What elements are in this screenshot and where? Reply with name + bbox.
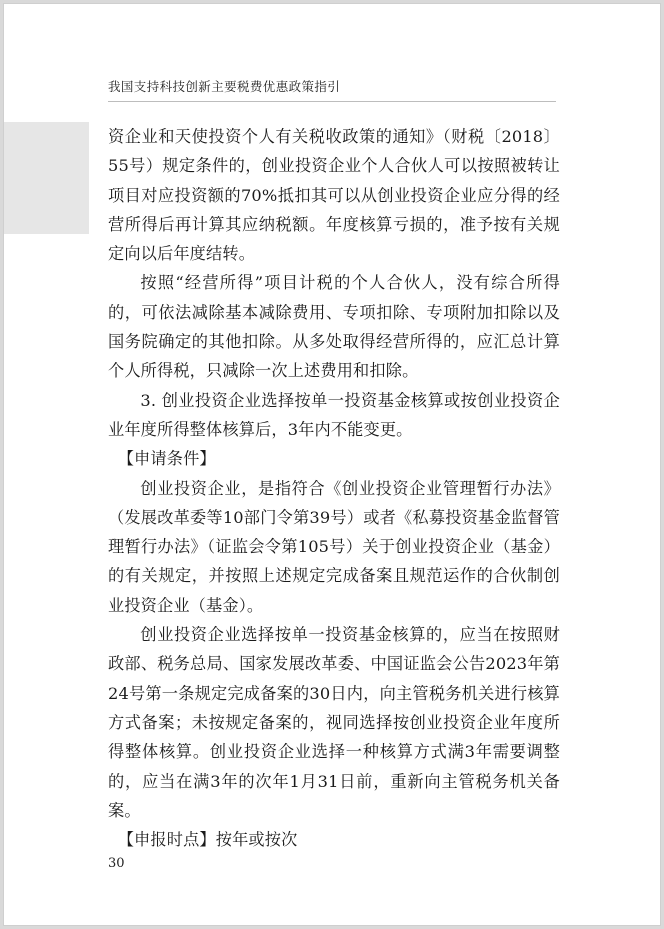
paragraph-item-3: 3. 创业投资企业选择按单一投资基金核算或按创业投资企业年度所得整体核算后，3年内不能变更。	[108, 390, 560, 439]
header-rule	[108, 101, 556, 102]
running-header: 我国支持科技创新主要税费优惠政策指引	[108, 79, 341, 94]
paragraph-operating-income: 按照“经营所得”项目计税的个人合伙人，没有综合所得的，可依法减除基本减除费用、专项扣除、专项附加扣除以及国务院确定的其他扣除。从多处取得经营所得的，应汇总计算个人所得税，只减除一次上述费用和扣除。	[108, 273, 560, 381]
paragraph-filing: 创业投资企业选择按单一投资基金核算的，应当在按照财政部、税务总局、国家发展改革委、中国证监会公告2023年第24号第一条规定完成备案的30日内，向主管税务机关进行核算方式备案；未按规定备案的，视同选择按创业投资企业年度所得整体核算。创业投资企业选择一种核算方式满3年需要调整的，应当在满3年的次年1月31日前，重新向主管税务机关备案。	[108, 625, 560, 820]
side-tab-marker	[4, 122, 89, 234]
page-number: 30	[108, 856, 125, 871]
body-text	[108, 122, 560, 854]
section-heading-declaration-timing: 【申报时点】按年或按次	[117, 830, 298, 850]
section-heading-application-conditions: 【申请条件】	[117, 449, 216, 469]
paragraph-continuation: 资企业和天使投资个人有关税收政策的通知》（财税〔2018〕55号）规定条件的，创业投资企业个人合伙人可以按照被转让项目对应投资额的70%抵扣其可以从创业投资企业应分得的经营所得后再计算其应纳税额。年度核算亏损的，准予按有关规定向以后年度结转。	[108, 127, 560, 264]
document-page	[3, 3, 661, 926]
paragraph-definition: 创业投资企业，是指符合《创业投资企业管理暂行办法》（发展改革委等10部门令第39号）或者《私募投资基金监督管理暂行办法》（证监会令第105号）关于创业投资企业（基金）的有关规定，并按照上述规定完成备案且规范运作的合伙制创业投资企业（基金）。	[108, 478, 560, 615]
